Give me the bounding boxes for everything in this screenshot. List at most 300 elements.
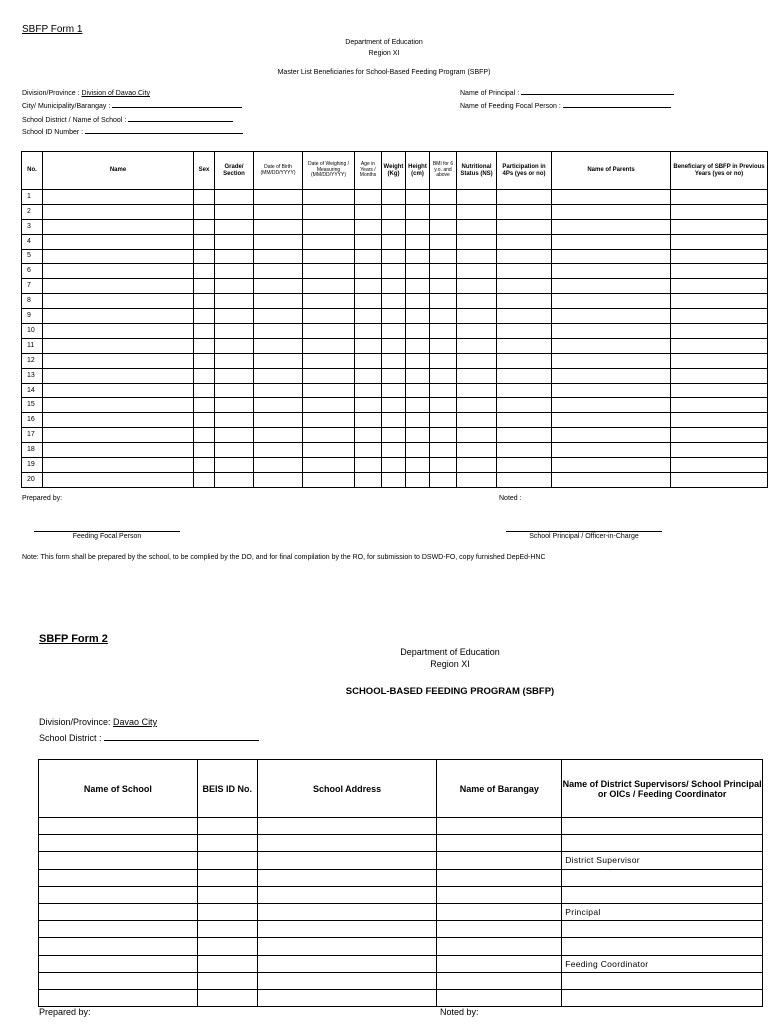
entry-cell[interactable] xyxy=(215,204,254,219)
entry-cell[interactable] xyxy=(194,234,215,249)
entry-cell[interactable] xyxy=(457,383,497,398)
entry-cell[interactable] xyxy=(382,472,406,487)
supervisor-cell[interactable] xyxy=(562,886,763,903)
entry-cell[interactable] xyxy=(430,294,457,309)
entry-cell[interactable] xyxy=(43,234,194,249)
entry-cell[interactable] xyxy=(552,190,671,205)
entry-cell[interactable] xyxy=(552,413,671,428)
entry-cell[interactable] xyxy=(194,264,215,279)
entry-cell[interactable] xyxy=(406,338,430,353)
entry-cell[interactable] xyxy=(215,383,254,398)
entry-cell[interactable] xyxy=(254,309,303,324)
entry-cell[interactable] xyxy=(355,413,382,428)
entry-cell[interactable] xyxy=(497,324,552,339)
entry-cell[interactable] xyxy=(215,324,254,339)
entry-cell[interactable] xyxy=(194,204,215,219)
entry-cell[interactable] xyxy=(671,204,768,219)
entry-cell[interactable] xyxy=(430,428,457,443)
supervisor-cell[interactable] xyxy=(562,989,763,1006)
entry-cell[interactable] xyxy=(355,338,382,353)
entry-cell[interactable] xyxy=(497,219,552,234)
entry-cell[interactable] xyxy=(406,294,430,309)
entry-cell[interactable] xyxy=(382,398,406,413)
entry-cell[interactable] xyxy=(197,938,257,955)
entry-cell[interactable] xyxy=(194,279,215,294)
entry-cell[interactable] xyxy=(254,294,303,309)
entry-cell[interactable] xyxy=(382,219,406,234)
entry-cell[interactable] xyxy=(355,353,382,368)
entry-cell[interactable] xyxy=(552,279,671,294)
entry-cell[interactable] xyxy=(194,368,215,383)
entry-cell[interactable] xyxy=(457,249,497,264)
entry-cell[interactable] xyxy=(257,903,437,920)
entry-cell[interactable] xyxy=(552,398,671,413)
entry-cell[interactable] xyxy=(254,383,303,398)
entry-cell[interactable] xyxy=(497,338,552,353)
entry-cell[interactable] xyxy=(215,368,254,383)
supervisor-cell[interactable] xyxy=(562,938,763,955)
entry-cell[interactable] xyxy=(430,458,457,473)
entry-cell[interactable] xyxy=(552,383,671,398)
entry-cell[interactable] xyxy=(457,353,497,368)
entry-cell[interactable] xyxy=(303,219,355,234)
entry-cell[interactable] xyxy=(197,818,257,835)
entry-cell[interactable] xyxy=(43,309,194,324)
entry-cell[interactable] xyxy=(430,368,457,383)
entry-cell[interactable] xyxy=(671,383,768,398)
entry-cell[interactable] xyxy=(457,190,497,205)
entry-cell[interactable] xyxy=(430,383,457,398)
entry-cell[interactable] xyxy=(430,309,457,324)
entry-cell[interactable] xyxy=(430,338,457,353)
entry-cell[interactable] xyxy=(303,368,355,383)
entry-cell[interactable] xyxy=(215,398,254,413)
entry-cell[interactable] xyxy=(194,294,215,309)
entry-cell[interactable] xyxy=(303,324,355,339)
entry-cell[interactable] xyxy=(406,264,430,279)
entry-cell[interactable] xyxy=(406,234,430,249)
entry-cell[interactable] xyxy=(355,234,382,249)
entry-cell[interactable] xyxy=(430,353,457,368)
entry-cell[interactable] xyxy=(355,458,382,473)
entry-cell[interactable] xyxy=(406,279,430,294)
entry-cell[interactable] xyxy=(497,234,552,249)
entry-cell[interactable] xyxy=(497,368,552,383)
entry-cell[interactable] xyxy=(194,428,215,443)
entry-cell[interactable] xyxy=(406,190,430,205)
entry-cell[interactable] xyxy=(382,249,406,264)
entry-cell[interactable] xyxy=(194,249,215,264)
entry-cell[interactable] xyxy=(671,279,768,294)
entry-cell[interactable] xyxy=(194,324,215,339)
entry-cell[interactable] xyxy=(671,219,768,234)
entry-cell[interactable] xyxy=(552,458,671,473)
entry-cell[interactable] xyxy=(194,309,215,324)
entry-cell[interactable] xyxy=(552,338,671,353)
entry-cell[interactable] xyxy=(430,190,457,205)
entry-cell[interactable] xyxy=(43,204,194,219)
entry-cell[interactable] xyxy=(355,294,382,309)
entry-cell[interactable] xyxy=(254,219,303,234)
entry-cell[interactable] xyxy=(194,383,215,398)
entry-cell[interactable] xyxy=(303,398,355,413)
entry-cell[interactable] xyxy=(406,204,430,219)
entry-cell[interactable] xyxy=(257,938,437,955)
entry-cell[interactable] xyxy=(215,219,254,234)
entry-cell[interactable] xyxy=(254,398,303,413)
entry-cell[interactable] xyxy=(39,921,198,938)
entry-cell[interactable] xyxy=(197,972,257,989)
entry-cell[interactable] xyxy=(671,324,768,339)
entry-cell[interactable] xyxy=(382,368,406,383)
entry-cell[interactable] xyxy=(254,234,303,249)
entry-cell[interactable] xyxy=(382,204,406,219)
entry-cell[interactable] xyxy=(382,428,406,443)
entry-cell[interactable] xyxy=(39,989,198,1006)
entry-cell[interactable] xyxy=(43,324,194,339)
entry-cell[interactable] xyxy=(303,472,355,487)
entry-cell[interactable] xyxy=(303,443,355,458)
entry-cell[interactable] xyxy=(254,428,303,443)
entry-cell[interactable] xyxy=(406,309,430,324)
entry-cell[interactable] xyxy=(194,353,215,368)
entry-cell[interactable] xyxy=(43,428,194,443)
entry-cell[interactable] xyxy=(457,264,497,279)
entry-cell[interactable] xyxy=(215,353,254,368)
entry-cell[interactable] xyxy=(257,921,437,938)
entry-cell[interactable] xyxy=(254,413,303,428)
entry-cell[interactable] xyxy=(552,249,671,264)
entry-cell[interactable] xyxy=(497,458,552,473)
entry-cell[interactable] xyxy=(671,443,768,458)
supervisor-cell[interactable] xyxy=(562,972,763,989)
entry-cell[interactable] xyxy=(257,852,437,869)
entry-cell[interactable] xyxy=(194,338,215,353)
entry-cell[interactable] xyxy=(430,204,457,219)
entry-cell[interactable] xyxy=(457,368,497,383)
entry-cell[interactable] xyxy=(355,204,382,219)
entry-cell[interactable] xyxy=(437,852,562,869)
entry-cell[interactable] xyxy=(382,443,406,458)
entry-cell[interactable] xyxy=(355,324,382,339)
entry-cell[interactable] xyxy=(671,472,768,487)
entry-cell[interactable] xyxy=(406,443,430,458)
entry-cell[interactable] xyxy=(382,338,406,353)
entry-cell[interactable] xyxy=(382,413,406,428)
entry-cell[interactable] xyxy=(303,294,355,309)
entry-cell[interactable] xyxy=(457,324,497,339)
entry-cell[interactable] xyxy=(303,279,355,294)
entry-cell[interactable] xyxy=(43,190,194,205)
entry-cell[interactable] xyxy=(430,472,457,487)
entry-cell[interactable] xyxy=(671,368,768,383)
entry-cell[interactable] xyxy=(215,279,254,294)
entry-cell[interactable] xyxy=(382,234,406,249)
entry-cell[interactable] xyxy=(430,264,457,279)
entry-cell[interactable] xyxy=(406,324,430,339)
entry-cell[interactable] xyxy=(497,249,552,264)
entry-cell[interactable] xyxy=(457,443,497,458)
entry-cell[interactable] xyxy=(257,818,437,835)
entry-cell[interactable] xyxy=(382,458,406,473)
entry-cell[interactable] xyxy=(254,190,303,205)
entry-cell[interactable] xyxy=(497,353,552,368)
entry-cell[interactable] xyxy=(671,338,768,353)
entry-cell[interactable] xyxy=(457,219,497,234)
entry-cell[interactable] xyxy=(552,324,671,339)
entry-cell[interactable] xyxy=(215,428,254,443)
entry-cell[interactable] xyxy=(39,869,198,886)
entry-cell[interactable] xyxy=(671,190,768,205)
entry-cell[interactable] xyxy=(39,852,198,869)
entry-cell[interactable] xyxy=(355,190,382,205)
entry-cell[interactable] xyxy=(382,279,406,294)
entry-cell[interactable] xyxy=(497,428,552,443)
entry-cell[interactable] xyxy=(430,249,457,264)
entry-cell[interactable] xyxy=(254,443,303,458)
entry-cell[interactable] xyxy=(303,264,355,279)
entry-cell[interactable] xyxy=(257,835,437,852)
entry-cell[interactable] xyxy=(197,921,257,938)
entry-cell[interactable] xyxy=(497,383,552,398)
entry-cell[interactable] xyxy=(671,413,768,428)
entry-cell[interactable] xyxy=(457,413,497,428)
entry-cell[interactable] xyxy=(215,294,254,309)
entry-cell[interactable] xyxy=(303,234,355,249)
entry-cell[interactable] xyxy=(39,955,198,972)
entry-cell[interactable] xyxy=(254,472,303,487)
entry-cell[interactable] xyxy=(215,190,254,205)
entry-cell[interactable] xyxy=(194,443,215,458)
supervisor-cell[interactable]: District Supervisor xyxy=(562,852,763,869)
entry-cell[interactable] xyxy=(406,353,430,368)
entry-cell[interactable] xyxy=(457,234,497,249)
entry-cell[interactable] xyxy=(197,886,257,903)
entry-cell[interactable] xyxy=(457,279,497,294)
entry-cell[interactable] xyxy=(197,869,257,886)
entry-cell[interactable] xyxy=(215,309,254,324)
entry-cell[interactable] xyxy=(497,443,552,458)
entry-cell[interactable] xyxy=(355,309,382,324)
entry-cell[interactable] xyxy=(43,294,194,309)
entry-cell[interactable] xyxy=(406,219,430,234)
entry-cell[interactable] xyxy=(43,219,194,234)
entry-cell[interactable] xyxy=(215,249,254,264)
entry-cell[interactable] xyxy=(457,204,497,219)
entry-cell[interactable] xyxy=(552,234,671,249)
entry-cell[interactable] xyxy=(497,413,552,428)
entry-cell[interactable] xyxy=(215,264,254,279)
entry-cell[interactable] xyxy=(497,264,552,279)
entry-cell[interactable] xyxy=(254,324,303,339)
entry-cell[interactable] xyxy=(671,234,768,249)
entry-cell[interactable] xyxy=(497,398,552,413)
entry-cell[interactable] xyxy=(671,249,768,264)
supervisor-cell[interactable] xyxy=(562,921,763,938)
entry-cell[interactable] xyxy=(303,338,355,353)
entry-cell[interactable] xyxy=(43,338,194,353)
entry-cell[interactable] xyxy=(257,886,437,903)
entry-cell[interactable] xyxy=(437,886,562,903)
entry-cell[interactable] xyxy=(355,472,382,487)
entry-cell[interactable] xyxy=(437,818,562,835)
entry-cell[interactable] xyxy=(355,279,382,294)
entry-cell[interactable] xyxy=(406,398,430,413)
entry-cell[interactable] xyxy=(552,204,671,219)
entry-cell[interactable] xyxy=(430,443,457,458)
entry-cell[interactable] xyxy=(43,249,194,264)
entry-cell[interactable] xyxy=(355,428,382,443)
entry-cell[interactable] xyxy=(671,458,768,473)
entry-cell[interactable] xyxy=(497,190,552,205)
entry-cell[interactable] xyxy=(194,398,215,413)
entry-cell[interactable] xyxy=(43,383,194,398)
entry-cell[interactable] xyxy=(497,472,552,487)
entry-cell[interactable] xyxy=(437,972,562,989)
entry-cell[interactable] xyxy=(194,458,215,473)
entry-cell[interactable] xyxy=(552,219,671,234)
entry-cell[interactable] xyxy=(382,309,406,324)
entry-cell[interactable] xyxy=(437,921,562,938)
entry-cell[interactable] xyxy=(437,835,562,852)
entry-cell[interactable] xyxy=(497,294,552,309)
entry-cell[interactable] xyxy=(671,398,768,413)
entry-cell[interactable] xyxy=(303,309,355,324)
supervisor-cell[interactable]: Feeding Coordinator xyxy=(562,955,763,972)
entry-cell[interactable] xyxy=(254,279,303,294)
entry-cell[interactable] xyxy=(671,428,768,443)
entry-cell[interactable] xyxy=(303,428,355,443)
entry-cell[interactable] xyxy=(457,398,497,413)
entry-cell[interactable] xyxy=(382,353,406,368)
entry-cell[interactable] xyxy=(43,368,194,383)
entry-cell[interactable] xyxy=(355,249,382,264)
entry-cell[interactable] xyxy=(257,972,437,989)
entry-cell[interactable] xyxy=(497,204,552,219)
entry-cell[interactable] xyxy=(303,190,355,205)
entry-cell[interactable] xyxy=(197,955,257,972)
entry-cell[interactable] xyxy=(497,309,552,324)
entry-cell[interactable] xyxy=(215,472,254,487)
entry-cell[interactable] xyxy=(430,413,457,428)
entry-cell[interactable] xyxy=(430,398,457,413)
entry-cell[interactable] xyxy=(303,249,355,264)
entry-cell[interactable] xyxy=(194,472,215,487)
entry-cell[interactable] xyxy=(303,204,355,219)
entry-cell[interactable] xyxy=(215,443,254,458)
entry-cell[interactable] xyxy=(406,413,430,428)
entry-cell[interactable] xyxy=(254,458,303,473)
entry-cell[interactable] xyxy=(254,353,303,368)
entry-cell[interactable] xyxy=(257,869,437,886)
entry-cell[interactable] xyxy=(406,458,430,473)
entry-cell[interactable] xyxy=(215,234,254,249)
supervisor-cell[interactable] xyxy=(562,818,763,835)
entry-cell[interactable] xyxy=(43,413,194,428)
entry-cell[interactable] xyxy=(39,972,198,989)
entry-cell[interactable] xyxy=(257,989,437,1006)
entry-cell[interactable] xyxy=(552,294,671,309)
entry-cell[interactable] xyxy=(671,353,768,368)
entry-cell[interactable] xyxy=(552,443,671,458)
entry-cell[interactable] xyxy=(197,852,257,869)
entry-cell[interactable] xyxy=(430,279,457,294)
entry-cell[interactable] xyxy=(43,353,194,368)
entry-cell[interactable] xyxy=(430,219,457,234)
entry-cell[interactable] xyxy=(552,264,671,279)
entry-cell[interactable] xyxy=(303,353,355,368)
entry-cell[interactable] xyxy=(437,938,562,955)
entry-cell[interactable] xyxy=(406,428,430,443)
entry-cell[interactable] xyxy=(254,204,303,219)
entry-cell[interactable] xyxy=(355,398,382,413)
supervisor-cell[interactable] xyxy=(562,835,763,852)
entry-cell[interactable] xyxy=(552,353,671,368)
entry-cell[interactable] xyxy=(437,869,562,886)
entry-cell[interactable] xyxy=(406,249,430,264)
entry-cell[interactable] xyxy=(457,338,497,353)
entry-cell[interactable] xyxy=(254,249,303,264)
entry-cell[interactable] xyxy=(457,309,497,324)
entry-cell[interactable] xyxy=(303,458,355,473)
entry-cell[interactable] xyxy=(43,472,194,487)
entry-cell[interactable] xyxy=(194,413,215,428)
entry-cell[interactable] xyxy=(39,835,198,852)
entry-cell[interactable] xyxy=(197,989,257,1006)
entry-cell[interactable] xyxy=(355,264,382,279)
entry-cell[interactable] xyxy=(406,472,430,487)
entry-cell[interactable] xyxy=(194,219,215,234)
entry-cell[interactable] xyxy=(457,458,497,473)
entry-cell[interactable] xyxy=(197,903,257,920)
entry-cell[interactable] xyxy=(430,324,457,339)
entry-cell[interactable] xyxy=(382,324,406,339)
entry-cell[interactable] xyxy=(406,383,430,398)
entry-cell[interactable] xyxy=(355,368,382,383)
entry-cell[interactable] xyxy=(671,264,768,279)
entry-cell[interactable] xyxy=(215,458,254,473)
entry-cell[interactable] xyxy=(552,368,671,383)
entry-cell[interactable] xyxy=(382,383,406,398)
entry-cell[interactable] xyxy=(437,903,562,920)
entry-cell[interactable] xyxy=(194,190,215,205)
entry-cell[interactable] xyxy=(39,903,198,920)
entry-cell[interactable] xyxy=(355,443,382,458)
entry-cell[interactable] xyxy=(437,989,562,1006)
entry-cell[interactable] xyxy=(457,472,497,487)
entry-cell[interactable] xyxy=(39,818,198,835)
entry-cell[interactable] xyxy=(671,294,768,309)
entry-cell[interactable] xyxy=(254,368,303,383)
entry-cell[interactable] xyxy=(355,383,382,398)
entry-cell[interactable] xyxy=(43,443,194,458)
entry-cell[interactable] xyxy=(215,413,254,428)
entry-cell[interactable] xyxy=(552,309,671,324)
entry-cell[interactable] xyxy=(303,383,355,398)
entry-cell[interactable] xyxy=(257,955,437,972)
supervisor-cell[interactable] xyxy=(562,869,763,886)
entry-cell[interactable] xyxy=(382,190,406,205)
entry-cell[interactable] xyxy=(43,458,194,473)
entry-cell[interactable] xyxy=(437,955,562,972)
entry-cell[interactable] xyxy=(43,264,194,279)
entry-cell[interactable] xyxy=(430,234,457,249)
entry-cell[interactable] xyxy=(43,398,194,413)
entry-cell[interactable] xyxy=(671,309,768,324)
entry-cell[interactable] xyxy=(197,835,257,852)
entry-cell[interactable] xyxy=(254,264,303,279)
entry-cell[interactable] xyxy=(39,886,198,903)
